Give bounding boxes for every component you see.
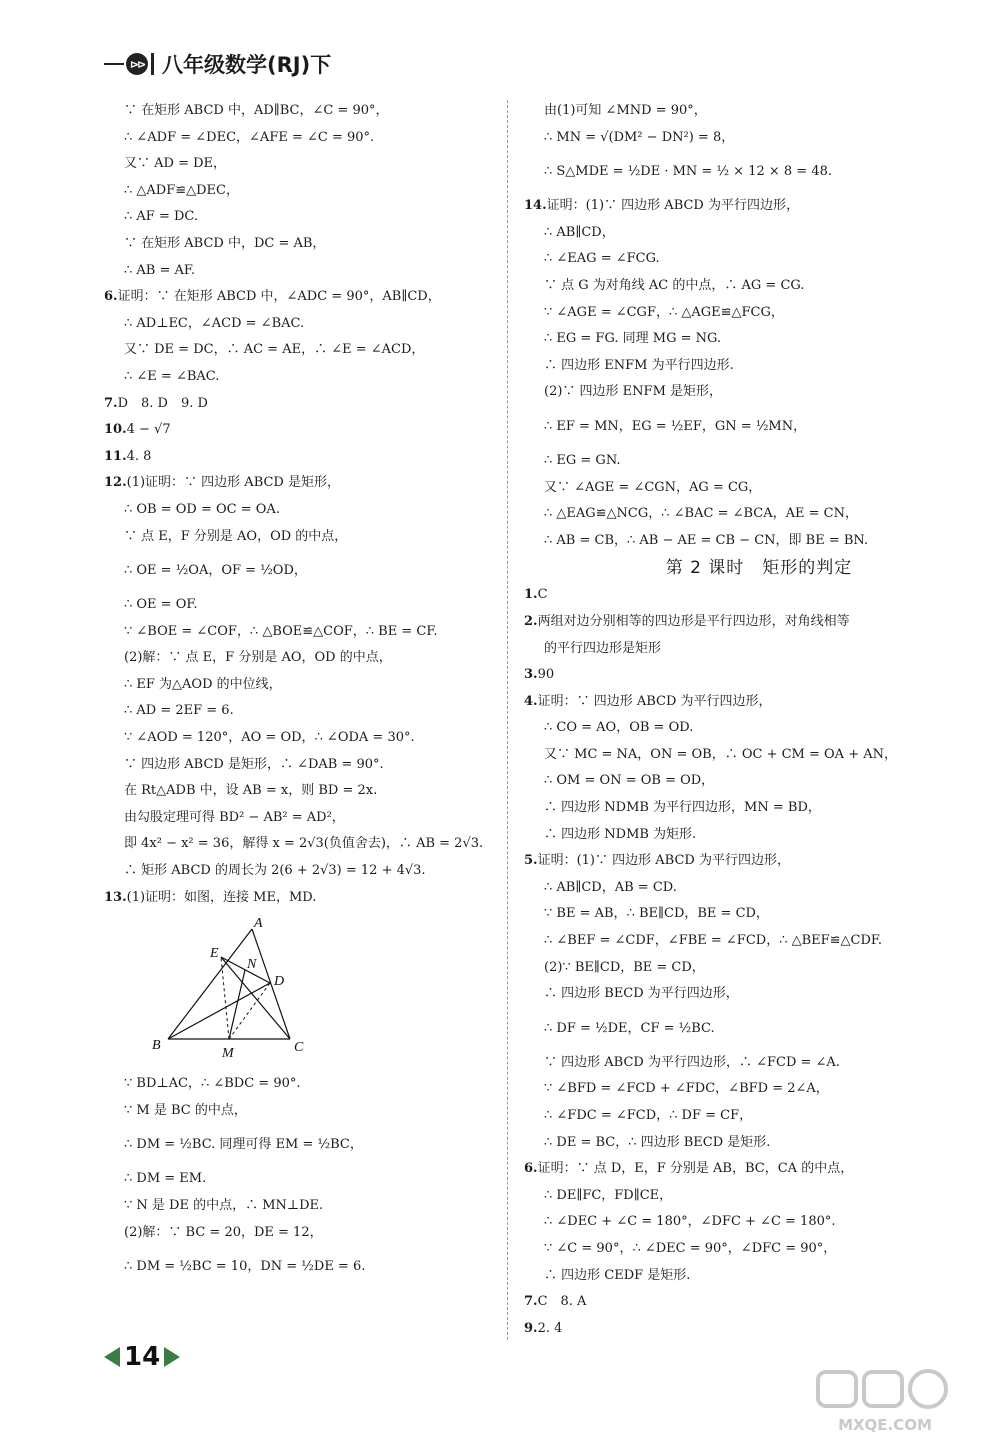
answer-line (524, 848, 954, 875)
answer-line (524, 1156, 954, 1183)
answer-text: ∴ OB = OD = OC = OA. (124, 501, 280, 517)
answer-line (104, 752, 524, 779)
answer-text: 的平行四边形是矩形 (544, 640, 662, 656)
answer-line (524, 1316, 954, 1343)
answer-line (104, 417, 524, 444)
answer-line (104, 524, 524, 551)
answer-text: 证明：∵ 点 D，E，F 分别是 AB，BC，CA 的中点， (537, 1161, 854, 1177)
answer-text: ∴ DF = ½DE，CF = ½BC. (544, 1020, 715, 1036)
question-number: 10. (104, 422, 127, 438)
answer-line (524, 406, 954, 448)
answer-line (104, 1220, 524, 1247)
answer-text: ∴ EG = GN. (544, 452, 621, 468)
answer-line (524, 609, 954, 636)
answer-text: 证明：∵ 在矩形 ABCD 中，∠ADC = 90°，AB∥CD， (117, 289, 441, 305)
answer-line (524, 689, 954, 716)
label-D: D (274, 974, 285, 990)
answer-line (524, 1263, 954, 1290)
answer-text: ∴ DM = ½BC = 10，DN = ½DE = 6. (124, 1259, 366, 1275)
answer-line (524, 582, 954, 609)
left-lines-after (104, 1071, 524, 1288)
answer-text: ∴ CO = AO，OB = OD. (544, 720, 694, 736)
question-number: 6. (524, 1161, 538, 1177)
answer-text: ∵ 在矩形 ABCD 中，AD∥BC，∠C = 90°， (124, 103, 389, 118)
answer-line (104, 1124, 524, 1166)
left-lines (104, 98, 524, 911)
answer-text: ∴ S△MDE = ½DE · MN = ½ × 12 × 8 = 48. (544, 164, 832, 180)
logo-bar-icon (151, 53, 154, 75)
answer-text: C 8. A (537, 1294, 587, 1310)
left-column (104, 98, 524, 1288)
answer-text: ∵ N 是 DE 的中点，∴ MN⊥DE. (124, 1198, 324, 1213)
answer-text: ∴ 四边形 BECD 为平行四边形， (544, 986, 739, 1002)
answer-line (104, 337, 524, 364)
page-header (104, 46, 331, 82)
answer-text: ∴ EG = FG. 同理 MG = NG. (544, 331, 722, 347)
answer-text: 又∵ ∠AGE = ∠CGN，AG = CG， (544, 479, 762, 495)
answer-text: ∴ AB = AF. (124, 262, 196, 278)
question-number: 4. (524, 693, 538, 709)
answer-line (524, 326, 954, 353)
answer-text: ∴ AB∥CD， (544, 224, 615, 240)
label-B: B (152, 1038, 161, 1054)
answer-line (524, 1050, 954, 1077)
answer-line (104, 497, 524, 524)
answer-line (104, 619, 524, 646)
answer-text: ∴ △ADF≌△DEC， (124, 182, 239, 198)
answer-text: ∴ AD = 2EF = 6. (124, 703, 234, 719)
answer-text: 90 (537, 667, 555, 683)
answer-text: ∴ ∠FDC = ∠FCD，∴ DF = CF， (544, 1108, 753, 1123)
answer-line (524, 795, 954, 822)
answer-line (104, 364, 524, 391)
answer-line (104, 1166, 524, 1193)
section-title: 第 2 课时 矩形的判定 (665, 558, 853, 579)
answer-line (104, 444, 524, 471)
answer-line (524, 475, 954, 502)
answer-text: ∴ 四边形 CEDF 是矩形. (544, 1267, 691, 1283)
question-number: 11. (104, 448, 127, 464)
right-column (524, 98, 954, 1342)
answer-line (104, 204, 524, 231)
answer-line (104, 1193, 524, 1220)
answer-line (524, 1008, 954, 1050)
answer-text: ∴ DE = BC，∴ 四边形 BECD 是矩形. (544, 1134, 771, 1150)
answer-line (524, 353, 954, 380)
answer-text: 4. 8 (126, 448, 152, 464)
geometry-figure (144, 915, 474, 1065)
question-number: 2. (524, 613, 538, 629)
answer-line (104, 550, 524, 592)
answer-text: ∵ 点 G 为对角线 AC 的中点，∴ AG = CG. (544, 277, 805, 293)
answer-line (524, 1183, 954, 1210)
answer-line (524, 1236, 954, 1263)
answer-text: ∵ ∠BOE = ∠COF，∴ △BOE≌△COF，∴ BE = CF. (124, 623, 438, 639)
answer-text: ∴ ∠DEC + ∠C = 180°，∠DFC + ∠C = 180°. (544, 1214, 836, 1230)
answer-line (524, 901, 954, 928)
answer-text: ∴ AF = DC. (124, 209, 199, 225)
answer-text: (1)证明：∵ 四边形 ABCD 是矩形， (126, 475, 340, 491)
logo-line-icon (104, 63, 124, 65)
answer-text: 4 − √7 (126, 422, 171, 438)
answer-text: ∵ BE = AB，∴ BE∥CD，BE = CD， (544, 906, 769, 922)
answer-line (524, 1289, 954, 1316)
book-title: 八年级数学(RJ)下 (162, 53, 332, 77)
answer-line (104, 672, 524, 699)
answer-text: ∴ ∠ADF = ∠DEC，∠AFE = ∠C = 90°. (124, 129, 375, 145)
answer-line (104, 645, 524, 672)
question-number: 7. (104, 395, 118, 411)
answer-line (104, 592, 524, 619)
answer-line (104, 284, 524, 311)
triangle-diagram (144, 915, 474, 1065)
answer-line (524, 1130, 954, 1157)
answer-line (524, 501, 954, 528)
answer-text: ∵ 四边形 ABCD 为平行四边形，∴ ∠FCD = ∠A. (544, 1054, 840, 1070)
answer-text: ∵ ∠AOD = 120°，AO = OD，∴ ∠ODA = 30°. (124, 730, 415, 746)
answer-text: (2)∵ 四边形 ENFM 是矩形， (544, 384, 723, 400)
answer-text: ∴ ∠E = ∠BAC. (124, 368, 220, 384)
answer-line (104, 258, 524, 285)
answer-line (524, 715, 954, 742)
answer-line (104, 391, 524, 418)
label-M: M (222, 1046, 234, 1062)
answer-line (524, 273, 954, 300)
question-number: 3. (524, 667, 538, 683)
answer-text: 证明：(1)∵ 四边形 ABCD 为平行四边形， (537, 853, 790, 869)
answer-text: ∴ 矩形 ABCD 的周长为 2(6 + 2√3) = 12 + 4√3. (124, 863, 426, 879)
answer-line (104, 311, 524, 338)
answer-line (104, 725, 524, 752)
answer-line (524, 875, 954, 902)
answer-line (524, 151, 954, 193)
answer-text: 在 Rt△ADB 中，设 AB = x，则 BD = 2x. (124, 783, 378, 799)
answer-text: 证明：(1)∵ 四边形 ABCD 为平行四边形， (546, 198, 799, 214)
label-C: C (294, 1040, 304, 1056)
answer-text: ∵ M 是 BC 的中点， (124, 1102, 247, 1118)
logo-mark-icon: ⊳⊳ (126, 53, 148, 75)
page-number-text: 14 (124, 1342, 161, 1372)
answer-text: ∴ OM = ON = OB = OD， (544, 773, 715, 789)
answer-text: ∴ AB∥CD，AB = CD. (544, 879, 677, 895)
answer-text: ∵ 四边形 ABCD 是矩形，∴ ∠DAB = 90°. (124, 756, 384, 772)
answer-line (524, 742, 954, 769)
answer-text: 又∵ MC = NA，ON = OB，∴ OC + CM = OA + AN， (544, 746, 897, 762)
answer-text: ∴ △EAG≌△NCG，∴ ∠BAC = ∠BCA，AE = CN， (544, 506, 858, 522)
answer-text: ∴ AD⊥EC，∠ACD = ∠BAC. (124, 315, 305, 331)
question-number: 7. (524, 1294, 538, 1310)
answer-line (524, 220, 954, 247)
label-A: A (254, 916, 263, 932)
arrow-right-icon (164, 1347, 180, 1367)
answer-line (524, 1076, 954, 1103)
answer-line (104, 1098, 524, 1125)
question-number: 5. (524, 853, 538, 869)
answer-text: ∵ 点 E，F 分别是 AO，OD 的中点， (124, 528, 348, 544)
answer-text: D 8. D 9. D (117, 395, 208, 411)
answer-text: 2. 4 (537, 1320, 563, 1336)
answer-line (524, 246, 954, 273)
answer-text: ∵ BD⊥AC，∴ ∠BDC = 90°. (124, 1076, 301, 1092)
answer-line (524, 300, 954, 327)
answer-text: 由勾股定理可得 BD² − AB² = AD²， (124, 809, 345, 825)
answer-line (524, 379, 954, 406)
answer-text: (2)解：∵ 点 E，F 分别是 AO，OD 的中点， (124, 650, 392, 666)
answer-line (104, 98, 524, 125)
answer-line (524, 768, 954, 795)
answer-text: ∴ 四边形 NDMB 为平行四边形，MN = BD， (544, 800, 821, 816)
answer-text: ∴ MN = √(DM² − DN²) = 8， (544, 129, 735, 145)
answer-line (524, 662, 954, 689)
answer-text: 又∵ AD = DE， (124, 156, 227, 172)
question-number: 12. (104, 475, 127, 491)
right-lines (524, 98, 954, 1342)
answer-text: 又∵ DE = DC，∴ AC = AE，∴ ∠E = ∠ACD， (124, 342, 425, 358)
answer-text: ∴ ∠BEF = ∠CDF，∠FBE = ∠FCD，∴ △BEF≌△CDF. (544, 933, 883, 949)
answer-line (104, 885, 524, 912)
answer-line (524, 528, 954, 555)
answer-line (104, 831, 524, 858)
answer-line (104, 1246, 524, 1288)
watermark-logo (810, 1368, 960, 1438)
answer-text: ∵ ∠C = 90°，∴ ∠DEC = 90°，∠DFC = 90°， (544, 1240, 837, 1256)
answer-line (104, 125, 524, 152)
answer-text: 即 4x² − x² = 36，解得 x = 2√3(负值舍去)，∴ AB = 2√3. (124, 836, 484, 852)
answer-text: ∵ 在矩形 ABCD 中，DC = AB， (124, 235, 326, 251)
answer-text: ∴ AB = CB，∴ AB − AE = CB − CN，即 BE = BN. (544, 532, 869, 548)
answer-line (104, 178, 524, 205)
answer-text: ∴ DM = EM. (124, 1171, 207, 1187)
answer-line (524, 1209, 954, 1236)
answer-line (524, 955, 954, 982)
answer-text: ∴ 四边形 ENFM 为平行四边形. (544, 357, 734, 373)
answer-text: ∵ ∠AGE = ∠CGF，∴ △AGE≌△FCG， (544, 304, 784, 320)
answer-text: ∴ DM = ½BC. 同理可得 EM = ½BC， (124, 1137, 363, 1153)
question-number: 13. (104, 889, 127, 905)
answer-line (524, 98, 954, 125)
label-N: N (247, 957, 257, 973)
answer-text: (2)∵ BE∥CD，BE = CD， (544, 959, 705, 975)
question-number: 14. (524, 198, 547, 214)
answer-line (104, 470, 524, 497)
answer-text: ∵ ∠BFD = ∠FCD + ∠FDC，∠BFD = 2∠A， (544, 1081, 829, 1097)
answer-line (524, 125, 954, 152)
answer-text: ∴ DE∥FC，FD∥CE， (544, 1187, 673, 1203)
question-number: 6. (104, 289, 118, 305)
answer-line (524, 822, 954, 849)
answer-line (104, 698, 524, 725)
answer-line (104, 1071, 524, 1098)
answer-text: C (537, 587, 548, 603)
arrow-left-icon (104, 1347, 120, 1367)
answer-text: ∴ EF = MN，EG = ½EF，GN = ½MN， (544, 418, 807, 434)
answer-text: ∴ ∠EAG = ∠FCG. (544, 251, 660, 267)
answer-line (524, 981, 954, 1008)
watermark-icon (810, 1368, 960, 1438)
answer-line (524, 448, 954, 475)
answer-line (524, 193, 954, 220)
page-number (104, 1342, 180, 1372)
watermark-text: MXQE.COM (838, 1416, 932, 1434)
answer-line (104, 778, 524, 805)
answer-text: 两组对边分别相等的四边形是平行四边形，对角线相等 (537, 613, 850, 629)
label-E: E (210, 946, 219, 962)
answer-text: (1)证明：如图，连接 ME，MD. (126, 889, 317, 905)
answer-line (524, 636, 954, 663)
answer-line (104, 231, 524, 258)
answer-line (104, 858, 524, 885)
answer-text: ∴ 四边形 NDMB 为矩形. (544, 826, 697, 842)
answer-line (104, 805, 524, 832)
answer-line (524, 1103, 954, 1130)
answer-text: 证明：∵ 四边形 ABCD 为平行四边形， (537, 693, 772, 709)
answer-text: ∴ OE = OF. (124, 597, 198, 613)
answer-text: (2)解：∵ BC = 20，DE = 12， (124, 1224, 323, 1240)
question-number: 1. (524, 587, 538, 603)
answer-line (104, 151, 524, 178)
answer-text: 由(1)可知 ∠MND = 90°， (544, 103, 707, 118)
answer-text: ∴ OE = ½OA，OF = ½OD， (124, 563, 307, 579)
answer-line (524, 928, 954, 955)
question-number: 9. (524, 1320, 538, 1336)
answer-text: ∴ EF 为△AOD 的中位线， (124, 676, 282, 692)
